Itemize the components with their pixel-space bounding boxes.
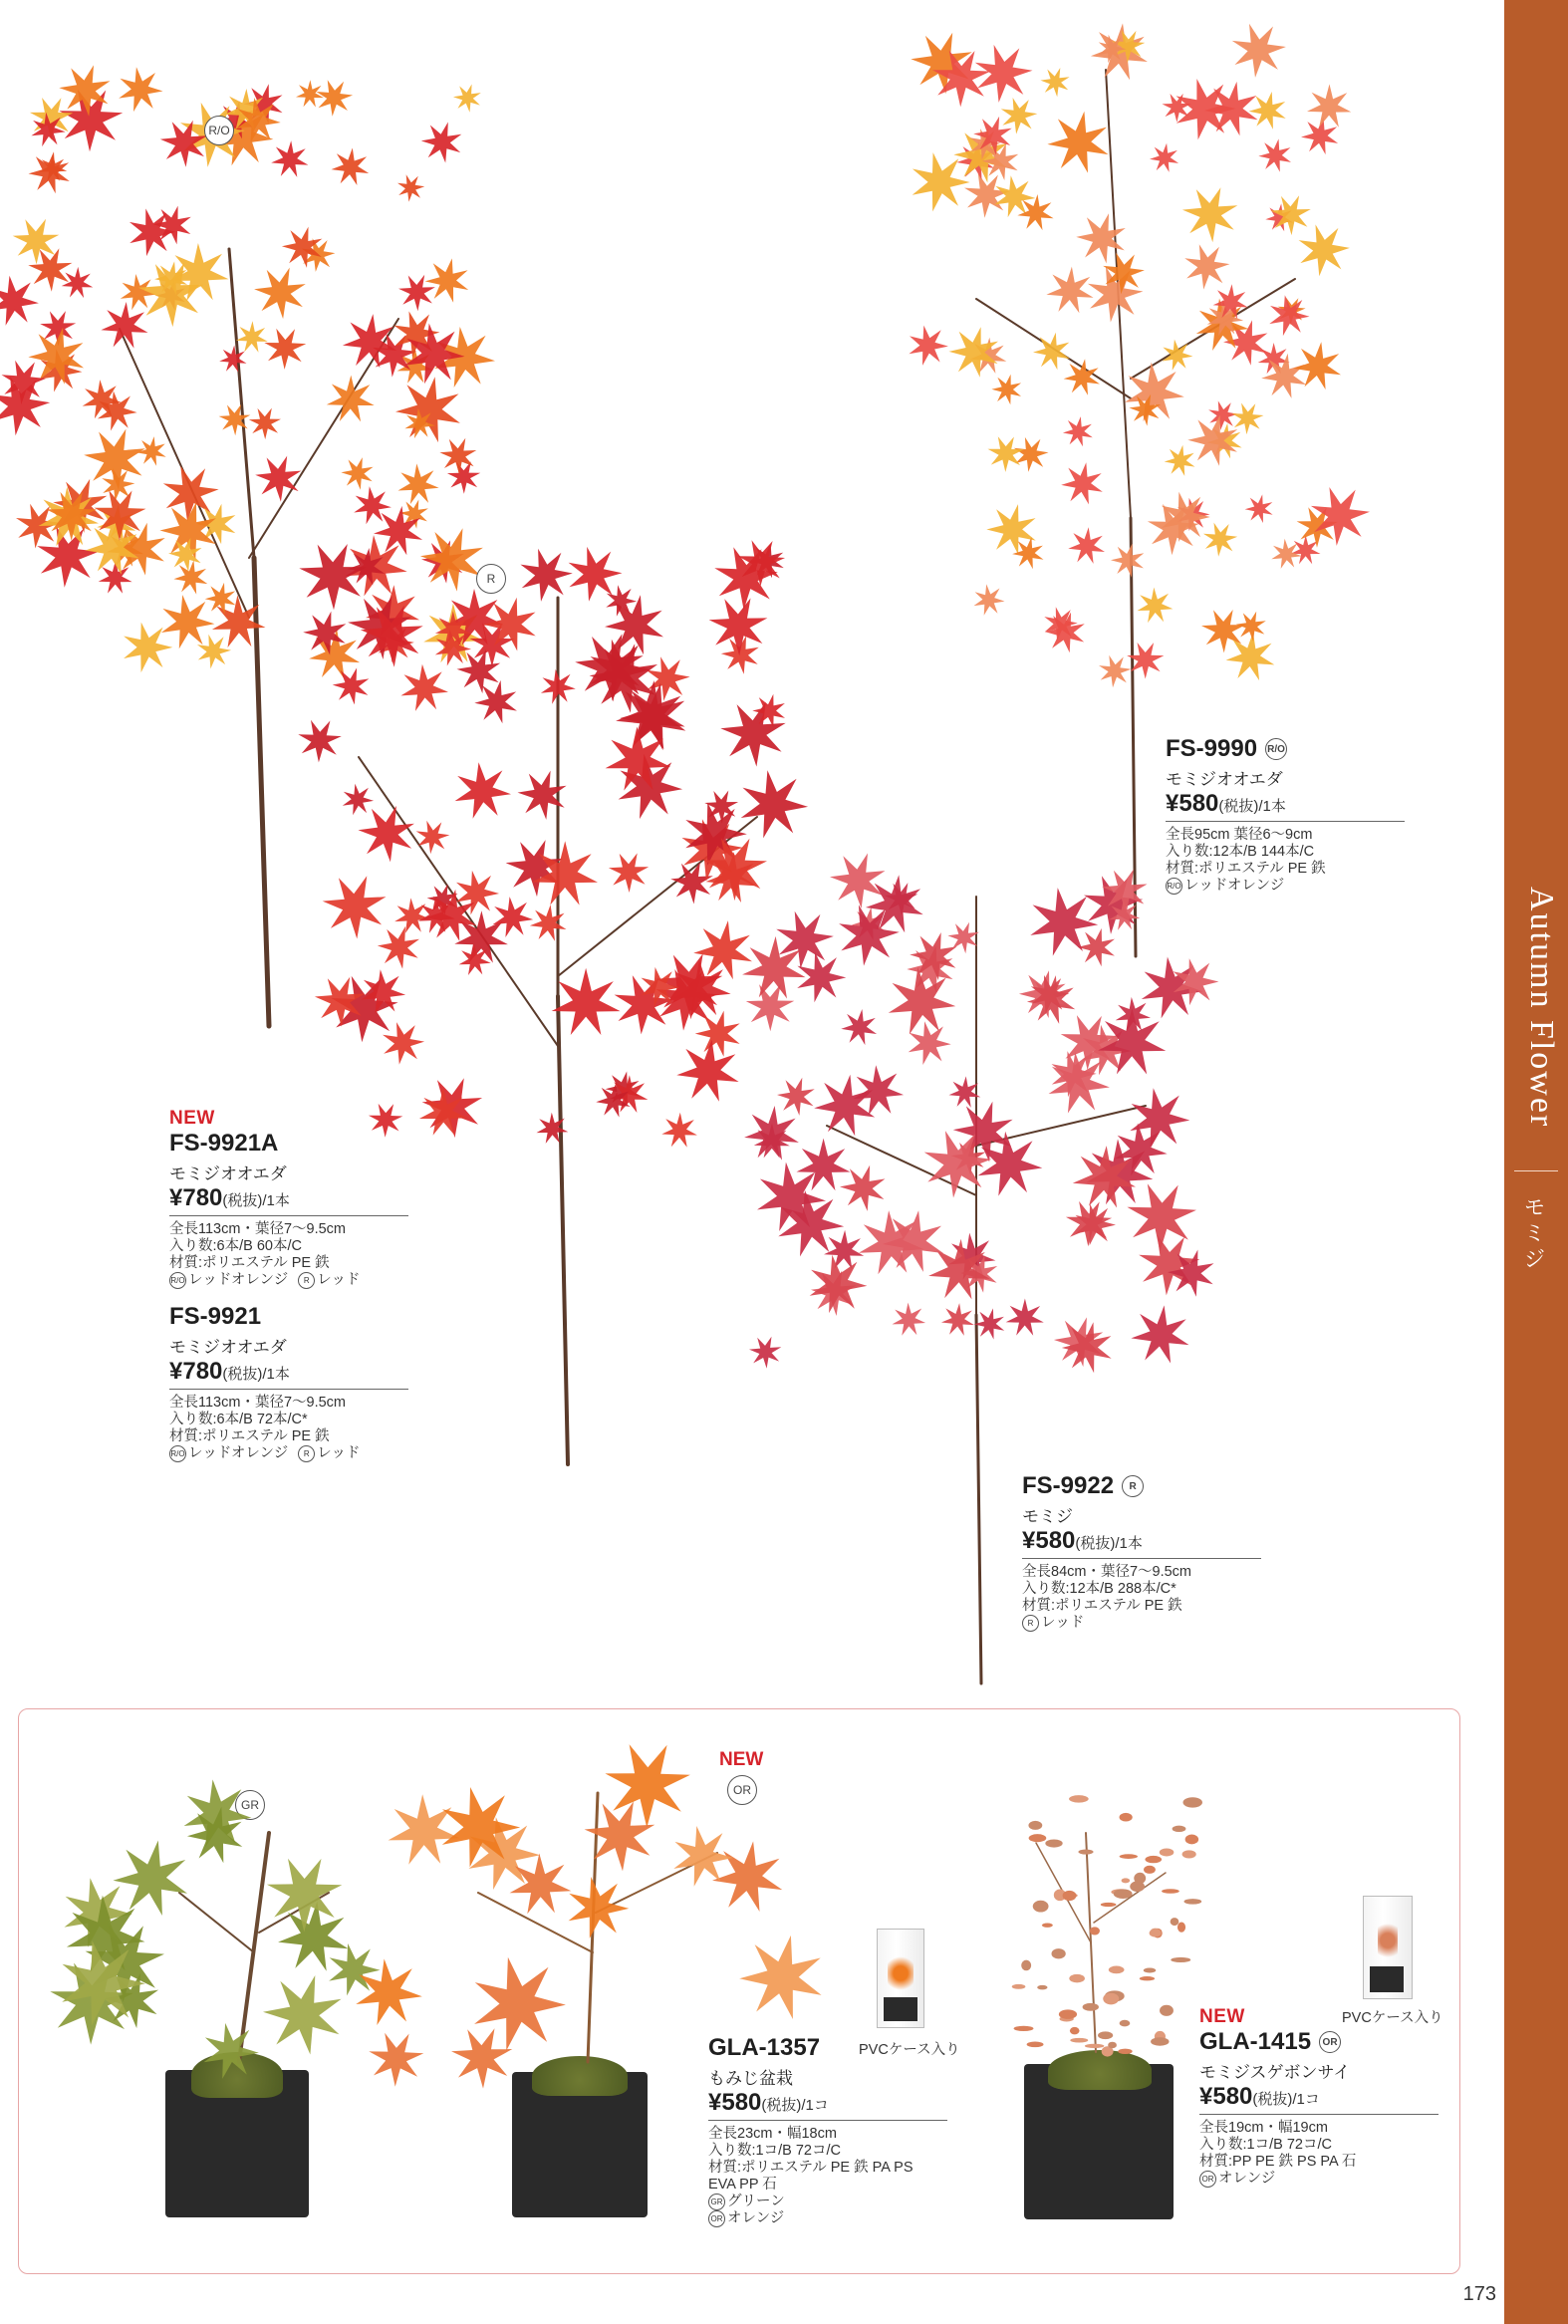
product-price: ¥580: [1166, 790, 1219, 817]
spec-material-2: EVA PP 石: [708, 2177, 777, 2193]
sedge-leaf: [1162, 1889, 1179, 1893]
sedge-leaf: [1144, 1866, 1156, 1874]
maple-leaf: [741, 770, 808, 838]
sedge-leaf: [1098, 2031, 1113, 2039]
maple-leaf: [395, 377, 460, 442]
maple-leaf: [62, 267, 94, 298]
tax-note: (税抜): [1075, 1535, 1116, 1552]
sedge-leaf: [1063, 1891, 1077, 1901]
maple-leaf: [451, 2028, 512, 2088]
maple-leaf: [327, 376, 375, 422]
sedge-leaf: [1070, 2038, 1088, 2043]
sedge-leaf: [1177, 1922, 1185, 1932]
maple-leaf: [236, 321, 268, 352]
maple-leaf: [1232, 24, 1286, 78]
maple-leaf: [841, 1009, 877, 1045]
pvc-case-label: PVCケース入り: [859, 2042, 960, 2058]
maple-leaf: [1078, 928, 1115, 966]
sedge-leaf: [1134, 1873, 1146, 1884]
unit: /1コ: [801, 2097, 829, 2114]
maple-leaf: [359, 806, 414, 863]
sedge-leaf: [1114, 1889, 1133, 1899]
product-fs9922: [1022, 1472, 1261, 1632]
color-options: [1022, 1615, 1261, 1632]
color-label: オレンジ: [1218, 2171, 1276, 2187]
tax-note: (税抜): [1218, 798, 1259, 815]
sedge-leaf: [1051, 1948, 1065, 1958]
color-badge: R/O: [1265, 738, 1287, 760]
sedge-leaf: [1122, 1878, 1131, 1883]
color-options: [1166, 878, 1405, 895]
product-fs9990: [1166, 735, 1405, 895]
maple-leaf: [219, 346, 246, 373]
maple-leaf: [1138, 588, 1174, 624]
maple-leaf: [1245, 494, 1273, 523]
maple-leaf: [909, 1021, 951, 1065]
maple-leaf: [453, 85, 481, 113]
maple-leaf: [830, 854, 886, 909]
maple-leaf: [1006, 1299, 1044, 1336]
product-name: モミジオオエダ: [1166, 770, 1283, 789]
sedge-leaf: [1171, 1957, 1190, 1962]
product-code: GLA-1357: [708, 2034, 821, 2061]
maple-leaf: [605, 1744, 690, 1828]
maple-leaf: [1269, 295, 1309, 336]
maple-leaf: [1258, 138, 1291, 171]
maple-leaf: [0, 276, 39, 326]
maple-leaf: [492, 897, 533, 937]
sedge-leaf: [1182, 1850, 1196, 1858]
product-code: FS-9922: [1022, 1472, 1115, 1499]
badge-gr-bonsai: GR: [235, 1790, 265, 1820]
spec-material: 材質:PP PE 鉄 PS PA 石: [1199, 2154, 1357, 2170]
sedge-leaf: [1150, 1929, 1162, 1937]
tax-note: (税抜): [1252, 2091, 1293, 2108]
section-title: Autumn Flower: [1523, 887, 1560, 1129]
sedge-leaf: [1042, 1923, 1053, 1927]
maple-leaf: [161, 595, 215, 648]
maple-leaf: [264, 329, 306, 370]
sedge-leaf: [1144, 1967, 1157, 1972]
unit: /1本: [262, 1366, 290, 1383]
sedge-leaf: [1090, 1927, 1100, 1935]
maple-leaf: [298, 720, 342, 763]
spec-quantity: 入り数:6本/B 60本/C: [169, 1238, 302, 1254]
maple-leaf: [1001, 98, 1038, 134]
badge-r-fs9921: R: [476, 564, 506, 594]
maple-leaf: [1125, 363, 1184, 422]
maple-leaf: [119, 67, 162, 112]
sedge-leaf: [1108, 2042, 1117, 2049]
spec-length: 全長84cm・葉径7～9.5cm: [1022, 1564, 1192, 1580]
spec-length: 全長19cm・幅19cm: [1199, 2120, 1328, 2136]
sedge-leaf: [1078, 1849, 1093, 1854]
tax-note: (税抜): [761, 2097, 802, 2114]
sedge-leaf: [1151, 2037, 1169, 2045]
maple-leaf: [1040, 68, 1069, 97]
unit: /1本: [262, 1192, 290, 1209]
maple-leaf: [1184, 244, 1229, 289]
maple-leaf: [333, 667, 370, 704]
maple-leaf: [400, 664, 448, 711]
spec-material: 材質:ポリエステル PE 鉄: [169, 1428, 330, 1444]
color-badge: R: [1022, 1615, 1039, 1632]
product-fs9921: [169, 1303, 408, 1462]
maple-leaf: [530, 904, 567, 941]
sedge-leaf: [1120, 1854, 1138, 1859]
product-price: ¥580: [1199, 2083, 1253, 2110]
maple-leaf: [661, 1113, 697, 1148]
maple-leaf: [840, 1165, 886, 1211]
maple-leaf: [609, 853, 649, 893]
color-label: レッドオレンジ: [188, 1272, 289, 1288]
product-code: FS-9990: [1166, 735, 1258, 762]
product-price: ¥580: [1022, 1527, 1076, 1554]
color-badge: R: [298, 1272, 315, 1289]
spec-quantity: 入り数:1コ/B 72コ/C: [708, 2143, 841, 2159]
maple-leaf: [746, 984, 795, 1031]
sedge-leaf: [1085, 2044, 1105, 2048]
maple-leaf: [378, 926, 419, 969]
maple-leaf: [569, 1877, 630, 1938]
sedge-leaf: [1173, 1826, 1186, 1832]
color-label: オレンジ: [727, 2210, 785, 2226]
spec-quantity: 入り数:6本/B 72本/C*: [169, 1412, 308, 1427]
section-divider: [1514, 1170, 1558, 1171]
new-label-gla1357: NEW: [719, 1749, 764, 1770]
spec-quantity: 入り数:12本/B 288本/C*: [1022, 1581, 1176, 1597]
sedge-leaf: [1160, 1848, 1175, 1856]
maple-leaf: [397, 174, 424, 201]
product-name: モミジオオエダ: [169, 1164, 287, 1183]
unit: /1本: [1115, 1535, 1143, 1552]
maple-leaf: [263, 1975, 342, 2055]
maple-leaf: [341, 457, 373, 490]
color-badge: R: [1122, 1475, 1144, 1497]
maple-leaf: [323, 876, 387, 938]
maple-leaf: [1131, 1305, 1188, 1363]
sedge-leaf: [1182, 1797, 1201, 1807]
sedge-leaf: [1145, 1856, 1162, 1863]
unit: /1コ: [1292, 2091, 1320, 2108]
sedge-leaf: [1120, 2020, 1131, 2027]
maple-leaf: [271, 140, 308, 177]
spec-length: 全長23cm・幅18cm: [708, 2126, 837, 2142]
spec-material: 材質:ポリエステル PE 鉄 PA PS: [708, 2160, 914, 2176]
pvc-case-label: PVCケース入り: [1342, 2010, 1443, 2026]
maple-leaf: [316, 80, 353, 117]
product-name: モミジオオエダ: [169, 1338, 287, 1357]
maple-leaf: [474, 1957, 566, 2051]
sedge-leaf: [1029, 1834, 1047, 1842]
maple-leaf: [909, 326, 948, 366]
maple-leaf: [988, 436, 1024, 472]
color-options: [169, 1445, 408, 1462]
sedge-leaf: [1103, 1993, 1119, 2005]
spec-quantity: 入り数:12本/B 144本/C: [1166, 844, 1315, 860]
maple-leaf: [824, 1230, 864, 1270]
sedge-leaf: [1059, 2009, 1077, 2019]
sedge-leaf: [1171, 1918, 1179, 1926]
maple-leaf: [369, 2033, 423, 2087]
maple-leaf: [389, 1794, 460, 1864]
sedge-leaf: [1070, 2027, 1080, 2035]
tax-note: (税抜): [222, 1192, 263, 1209]
maple-leaf: [394, 898, 430, 932]
maple-leaf: [1176, 79, 1235, 139]
maple-leaf: [13, 219, 60, 265]
badge-or-bonsai: OR: [727, 1775, 757, 1805]
product-price: ¥780: [169, 1184, 223, 1211]
maple-leaf: [425, 258, 469, 302]
new-label: NEW: [1199, 2006, 1245, 2027]
maple-leaf: [1203, 523, 1237, 557]
spec-material: 材質:ポリエステル PE 鉄: [169, 1255, 330, 1271]
maple-leaf: [712, 1841, 782, 1912]
maple-leaf: [447, 461, 480, 494]
maple-leaf: [520, 549, 572, 602]
sedge-leaf: [1012, 1984, 1026, 1989]
maple-leaf: [1047, 112, 1108, 173]
maple-leaf: [249, 408, 281, 440]
maple-leaf: [197, 635, 231, 669]
maple-leaf: [421, 123, 462, 163]
maple-leaf: [974, 584, 1005, 615]
side-band: [1504, 0, 1568, 2324]
color-label: レッド: [317, 1445, 361, 1461]
spec-length: 全長95cm 葉径6～9cm: [1166, 827, 1313, 843]
maple-leaf: [1063, 416, 1093, 446]
product-name: モミジ: [1022, 1507, 1073, 1526]
maple-leaf: [777, 1078, 815, 1116]
product-name: もみじ盆栽: [708, 2069, 793, 2088]
maple-leaf: [1099, 655, 1132, 688]
sedge-leaf: [1101, 1903, 1117, 1907]
maple-leaf: [569, 547, 623, 602]
maple-leaf: [739, 1936, 821, 2019]
maple-leaf: [398, 463, 439, 504]
sedge-leaf: [1118, 2049, 1132, 2054]
maple-leaf: [1299, 224, 1350, 276]
color-badge: R/O: [1166, 878, 1182, 895]
color-label: レッド: [1041, 1615, 1085, 1631]
sedge-leaf: [1120, 1813, 1133, 1822]
maple-leaf: [552, 968, 621, 1035]
color-badge: OR: [708, 2210, 725, 2227]
sedge-leaf: [1083, 2003, 1099, 2011]
sedge-leaf: [1160, 2005, 1174, 2016]
maple-leaf: [455, 762, 511, 819]
maple-leaf: [991, 375, 1021, 404]
badge-ro-fs9921a: R/O: [204, 116, 234, 145]
color-label: レッドオレンジ: [1184, 878, 1285, 894]
maple-leaf: [510, 1854, 572, 1915]
spec-quantity: 入り数:1コ/B 72コ/C: [1199, 2137, 1332, 2153]
sedge-leaf: [1037, 1985, 1047, 1990]
product-price: ¥580: [708, 2089, 762, 2116]
sedge-leaf: [1069, 1795, 1089, 1802]
maple-leaf: [941, 1303, 974, 1336]
sedge-leaf: [1028, 1821, 1042, 1830]
sedge-leaf: [1185, 1835, 1198, 1845]
spec-material: 材質:ポリエステル PE 鉄: [1022, 1598, 1182, 1614]
maple-leaf: [255, 456, 301, 502]
maple-leaf: [1208, 400, 1237, 430]
product-code: FS-9921: [169, 1303, 262, 1330]
maple-leaf: [114, 1841, 188, 1917]
product-code: FS-9921A: [169, 1130, 279, 1157]
color-badge: R: [298, 1445, 315, 1462]
sedge-leaf: [1014, 2026, 1034, 2031]
maple-leaf: [1014, 437, 1049, 472]
maple-leaf: [173, 560, 207, 594]
color-label: レッドオレンジ: [188, 1445, 289, 1461]
maple-leaf: [749, 1337, 781, 1369]
maple-leaf: [1301, 118, 1338, 155]
color-badge: GR: [708, 2194, 725, 2210]
color-badge: R/O: [169, 1445, 186, 1462]
sedge-leaf: [1045, 1839, 1062, 1847]
color-label: レッド: [317, 1272, 361, 1288]
maple-leaf: [695, 1011, 740, 1057]
maple-leaf: [1150, 143, 1178, 172]
page-number: 173: [1462, 2283, 1496, 2305]
sedge-leaf: [1109, 1966, 1125, 1974]
color-badge: R/O: [169, 1272, 186, 1289]
maple-leaf: [346, 535, 407, 596]
maple-leaf: [383, 1022, 424, 1065]
spec-length: 全長113cm・葉径7～9.5cm: [169, 1395, 346, 1411]
maple-leaf: [1061, 462, 1103, 504]
maple-leaf: [974, 1308, 1005, 1339]
product-code: GLA-1415: [1199, 2028, 1312, 2055]
maple-leaf: [332, 148, 370, 186]
maple-leaf: [893, 1303, 926, 1336]
maple-leaf: [709, 598, 768, 655]
spec-material: 材質:ポリエステル PE 鉄: [1166, 861, 1326, 877]
maple-leaf: [1046, 267, 1093, 314]
sedge-leaf: [1027, 2042, 1044, 2048]
product-price: ¥780: [169, 1358, 223, 1385]
maple-leaf: [219, 404, 251, 435]
maple-leaf: [136, 436, 165, 466]
spec-length: 全長113cm・葉径7～9.5cm: [169, 1221, 346, 1237]
maple-leaf: [1182, 187, 1237, 242]
sedge-leaf: [1033, 1901, 1049, 1913]
sedge-leaf: [1069, 1974, 1085, 1982]
color-options: [169, 1272, 408, 1289]
maple-leaf: [204, 2023, 259, 2079]
maple-leaf: [1307, 84, 1351, 127]
section-subtitle: モミジ: [1521, 1195, 1546, 1273]
maple-leaf: [537, 1113, 569, 1144]
bonsai-illustration: [0, 1693, 1494, 2251]
sedge-leaf: [1021, 1960, 1031, 1971]
maple-leaf: [1165, 445, 1195, 476]
color-badge: OR: [1199, 2171, 1216, 2188]
maple-leaf: [1068, 527, 1105, 564]
maple-leaf: [1064, 359, 1100, 395]
tax-note: (税抜): [222, 1366, 263, 1383]
new-label: NEW: [169, 1108, 215, 1129]
unit: /1本: [1258, 798, 1286, 815]
sedge-leaf: [1183, 1899, 1201, 1905]
maple-leaf: [439, 438, 476, 475]
maple-leaf: [1111, 544, 1144, 578]
maple-leaf: [254, 268, 306, 320]
color-label: グリーン: [727, 2194, 785, 2209]
product-name: モミジスゲボンサイ: [1199, 2063, 1351, 2082]
sedge-leaf: [1140, 1976, 1155, 1980]
color-badge: OR: [1319, 2031, 1341, 2053]
product-fs9921a: [169, 1108, 408, 1289]
maple-leaf: [343, 784, 374, 816]
